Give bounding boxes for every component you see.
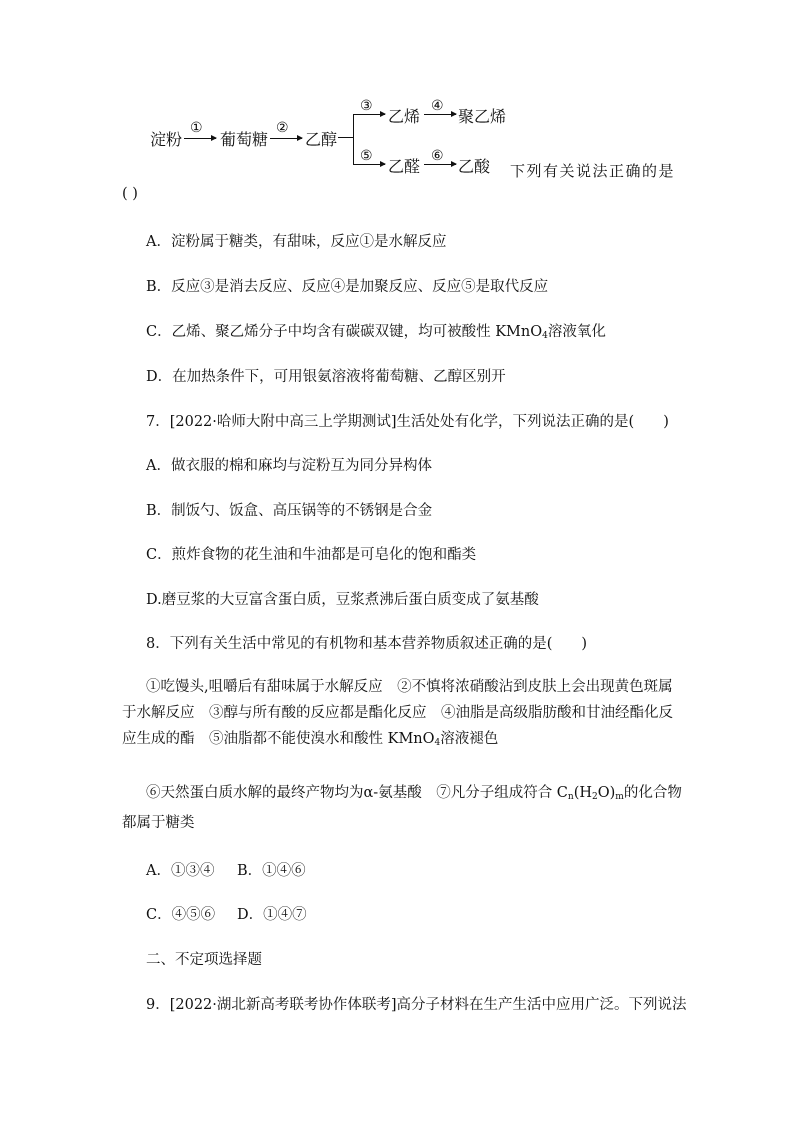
scheme-step-4: ④: [431, 98, 444, 114]
scheme-polyethylene: 聚乙烯: [458, 107, 507, 126]
q6-answer-paren: ( ): [122, 186, 138, 202]
scheme-step-6: ⑥: [431, 148, 444, 164]
scheme-glucose: 葡萄糖: [220, 130, 269, 149]
scheme-ethylene: 乙烯: [388, 107, 421, 126]
q8-option-c: C．④⑤⑥: [146, 907, 216, 923]
scheme-step-1: ①: [190, 120, 203, 136]
scheme-ethanol: 乙醇: [305, 130, 338, 149]
scheme-step-3: ③: [360, 98, 373, 114]
q8-option-d: D．①④⑦: [237, 907, 307, 923]
arrow-6: [424, 164, 456, 165]
q6-option-a: A．淀粉属于糖类，有甜味，反应①是水解反应: [146, 234, 447, 250]
branch-stem: [338, 137, 353, 138]
q7-option-a: A．做衣服的棉和麻均与淀粉互为同分异构体: [146, 458, 432, 474]
arrow-4: [424, 114, 456, 115]
arrow-1: [184, 138, 216, 139]
q7-stem: 7．[2022·哈师大附中高三上学期测试]生活处处有化学，下列说法正确的是( ): [146, 414, 669, 430]
q7-option-d: D.磨豆浆的大豆富含蛋白质，豆浆煮沸后蛋白质变成了氨基酸: [146, 592, 539, 608]
scheme-step-2: ②: [276, 120, 289, 136]
q7-option-c: C．煎炸食物的花生油和牛油都是可皂化的饱和酯类: [146, 547, 477, 563]
q8-stem: 8．下列有关生活中常见的有机物和基本营养物质叙述正确的是( ): [146, 636, 588, 652]
scheme-starch: 淀粉: [150, 130, 183, 149]
arrow-2: [270, 138, 302, 139]
arrow-3: [353, 114, 385, 115]
scheme-step-5: ⑤: [360, 148, 373, 164]
q8-option-a: A．①③④: [146, 863, 215, 879]
q7-option-b: B．制饭勺、饭盒、高压锅等的不锈钢是合金: [146, 503, 433, 519]
q9-stem: 9．[2022·湖北新高考联考协作体联考]高分子材料在生产生活中应用广泛。下列说法: [146, 997, 687, 1013]
scheme-acetaldehyde: 乙醛: [388, 157, 421, 176]
q8-option-b: B．①④⑥: [237, 863, 306, 879]
q6-option-b: B．反应③是消去反应、反应④是加聚反应、反应⑤是取代反应: [146, 279, 549, 295]
arrow-5: [353, 164, 385, 165]
q8-statements-2: ⑥天然蛋白质水解的最终产物均为α-氨基酸 ⑦凡分子组成符合 $C_n(H_2O)_m$的化合物都属于糖类: [122, 785, 682, 831]
q6-option-d: D．在加热条件下，可用银氨溶液将葡萄糖、乙醇区别开: [146, 369, 506, 385]
q6-stem: 下列有关说法正确的是: [510, 162, 676, 180]
branch-vertical: [353, 114, 354, 164]
q6-option-c: C．乙烯、聚乙烯分子中均含有碳碳双键，均可被酸性 KMnO$_4$溶液氧化: [146, 324, 606, 341]
section-title: 二、不定项选择题: [146, 952, 262, 968]
scheme-acetic-acid: 乙酸: [458, 157, 491, 176]
q8-statements-1: ①吃馒头,咀嚼后有甜味属于水解反应 ②不慎将浓硝酸沾到皮肤上会出现黄色斑属于水解反应 ③醇与所有酸的反应都是酯化反应 ④油脂是高级脂肪酸和甘油经酯化反应生成的酯 ⑤油脂都不能使溴水和酸性 KMnO$_4$溶液褪色: [122, 679, 673, 748]
